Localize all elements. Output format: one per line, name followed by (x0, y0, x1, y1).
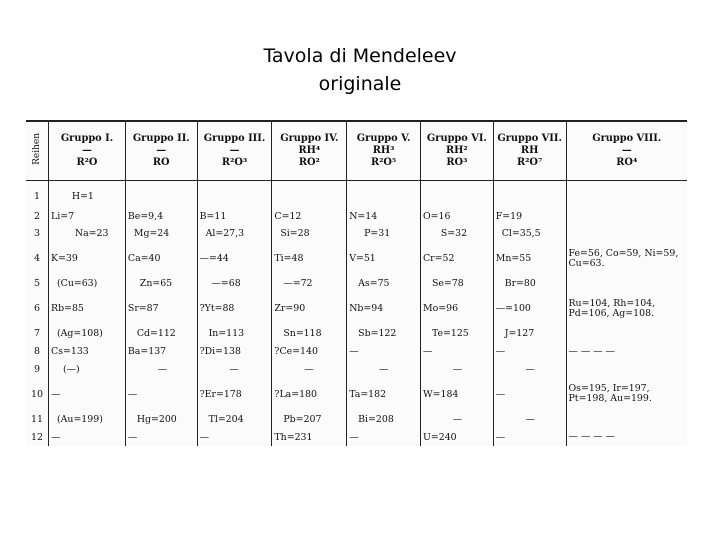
element-cell: As=75 (347, 275, 421, 293)
element-cell (125, 181, 197, 208)
element-cell: Si=28 (272, 225, 347, 243)
element-cell: Br=80 (493, 275, 566, 293)
group-oxide: RO (152, 157, 170, 168)
group-name: Gruppo VI. (426, 133, 487, 144)
group-header (347, 121, 421, 181)
element-cell: ?Di=138 (197, 343, 272, 361)
element-cell: Nb=94 (347, 293, 421, 325)
group-oxide: RO⁴ (616, 157, 638, 168)
element-cell: — (347, 428, 421, 446)
table-row (26, 428, 687, 446)
group-oxide: R²O⁷ (516, 157, 543, 168)
group-hyd: RH⁴ (298, 145, 321, 156)
element-cell: ?La=180 (272, 378, 347, 410)
element-cell: S=32 (421, 225, 494, 243)
table-row (26, 207, 687, 225)
element-cell: J=127 (493, 325, 566, 343)
element-cell: U=240 (421, 428, 494, 446)
row-number: 12 (30, 431, 44, 443)
group-hyd: RH (520, 145, 539, 156)
element-cell (566, 225, 687, 243)
element-cell: — — — — (566, 428, 687, 446)
element-cell: ?Ce=140 (272, 343, 347, 361)
row-number: 4 (33, 253, 41, 265)
element-cell (566, 325, 687, 343)
table-row (26, 275, 687, 293)
group-name: Gruppo V. (356, 133, 411, 144)
group-hyd: — (82, 145, 92, 156)
table-row (26, 378, 687, 410)
element-cell: Al=27,3 (197, 225, 272, 243)
row-number: 7 (33, 328, 41, 340)
element-cell: H=1 (49, 181, 126, 208)
element-cell: — (493, 410, 566, 428)
row-number: 2 (33, 210, 41, 222)
group-header (125, 121, 197, 181)
element-cell: —=44 (197, 243, 272, 275)
element-cell: — (49, 378, 126, 410)
element-cell: Be=9,4 (125, 207, 197, 225)
group-hyd: — (621, 145, 632, 156)
element-cell: — (421, 410, 494, 428)
element-cell: Mg=24 (125, 225, 197, 243)
group-name: Gruppo III. (203, 133, 266, 144)
element-cell: — (421, 360, 494, 378)
element-cell: Fe=56, Co=59, Ni=59, Cu=63. (566, 243, 687, 275)
row-header-label: Reihen (32, 133, 43, 165)
element-cell: — (125, 428, 197, 446)
element-cell: — (272, 360, 347, 378)
element-cell (566, 275, 687, 293)
element-cell: — (493, 428, 566, 446)
table-row (26, 325, 687, 343)
element-cell: ?Er=178 (197, 378, 272, 410)
element-cell: —=72 (272, 275, 347, 293)
element-cell: Mo=96 (421, 293, 494, 325)
element-cell: (—) (49, 360, 126, 378)
element-cell: Ta=182 (347, 378, 421, 410)
element-cell: — (347, 343, 421, 361)
group-hyd: — (156, 145, 167, 156)
group-oxide: RO³ (446, 157, 468, 168)
element-cell: Sr=87 (125, 293, 197, 325)
row-number: 6 (33, 303, 41, 315)
element-cell: Sb=122 (347, 325, 421, 343)
group-header (197, 121, 272, 181)
element-cell: — (125, 360, 197, 378)
element-cell: Na=23 (49, 225, 126, 243)
element-cell: — — — — (566, 343, 687, 361)
group-hyd: RH³ (372, 145, 395, 156)
group-header (566, 121, 687, 181)
group-name: Gruppo II. (132, 133, 190, 144)
group-header (272, 121, 347, 181)
group-oxide: R²O⁵ (370, 157, 397, 168)
element-cell: ?Yt=88 (197, 293, 272, 325)
element-cell (272, 181, 347, 208)
element-cell: Rb=85 (49, 293, 126, 325)
row-number: 5 (33, 278, 41, 290)
element-cell: Ca=40 (125, 243, 197, 275)
element-cell: Cs=133 (49, 343, 126, 361)
element-cell: Bi=208 (347, 410, 421, 428)
group-name: Gruppo VII. (497, 133, 562, 144)
element-cell (347, 181, 421, 208)
element-cell: Th=231 (272, 428, 347, 446)
group-header (49, 121, 126, 181)
mendeleev-table-image (26, 120, 687, 446)
row-number: 1 (33, 191, 41, 203)
element-cell: B=11 (197, 207, 272, 225)
element-cell: — (197, 428, 272, 446)
element-cell: N=14 (347, 207, 421, 225)
element-cell: K=39 (49, 243, 126, 275)
element-cell: Ba=137 (125, 343, 197, 361)
element-cell: Hg=200 (125, 410, 197, 428)
element-cell: Li=7 (49, 207, 126, 225)
element-cell: Tl=204 (197, 410, 272, 428)
table-row (26, 293, 687, 325)
element-cell: (Cu=63) (49, 275, 126, 293)
group-oxide: R²O (76, 157, 98, 168)
element-cell: — (421, 343, 494, 361)
element-cell: — (197, 360, 272, 378)
element-cell: Ru=104, Rh=104, Pd=106, Ag=108. (566, 293, 687, 325)
element-cell (566, 181, 687, 208)
element-cell: Zr=90 (272, 293, 347, 325)
element-cell: — (493, 378, 566, 410)
table-row (26, 343, 687, 361)
page-title: Tavola di Mendeleev (263, 45, 457, 67)
element-cell: Os=195, Ir=197, Pt=198, Au=199. (566, 378, 687, 410)
row-number: 11 (30, 413, 44, 425)
group-header (421, 121, 494, 181)
group-hyd: RH² (446, 145, 468, 156)
element-cell (566, 360, 687, 378)
element-cell (493, 181, 566, 208)
element-cell: C=12 (272, 207, 347, 225)
table-row (26, 410, 687, 428)
periodic-table (26, 120, 687, 446)
element-cell: W=184 (421, 378, 494, 410)
table-row (26, 181, 687, 208)
element-cell (566, 410, 687, 428)
row-header (26, 121, 49, 181)
element-cell (566, 207, 687, 225)
element-cell: Te=125 (421, 325, 494, 343)
group-name: Gruppo VIII. (592, 133, 662, 144)
element-cell: — (493, 343, 566, 361)
element-cell: (Au=199) (49, 410, 126, 428)
table-row (26, 360, 687, 378)
element-cell: Cl=35,5 (493, 225, 566, 243)
table-row (26, 243, 687, 275)
row-number: 3 (33, 228, 41, 240)
element-cell: — (347, 360, 421, 378)
group-oxide: R²O³ (221, 157, 248, 168)
element-cell: V=51 (347, 243, 421, 275)
element-cell: — (125, 378, 197, 410)
row-number: 8 (33, 346, 41, 358)
element-cell: Ti=48 (272, 243, 347, 275)
row-number: 9 (33, 363, 41, 375)
group-hyd: — (229, 145, 240, 156)
group-name: Gruppo I. (60, 133, 114, 144)
element-cell: F=19 (493, 207, 566, 225)
header-row (26, 121, 687, 181)
element-cell: — (49, 428, 126, 446)
element-cell (197, 181, 272, 208)
element-cell: —=68 (197, 275, 272, 293)
group-name: Gruppo IV. (280, 133, 339, 144)
group-oxide: RO² (298, 157, 320, 168)
page-subtitle: originale (318, 73, 402, 95)
element-cell: Pb=207 (272, 410, 347, 428)
row-number: 10 (30, 388, 44, 400)
element-cell: In=113 (197, 325, 272, 343)
element-cell: Mn=55 (493, 243, 566, 275)
element-cell: P=31 (347, 225, 421, 243)
element-cell: Sn=118 (272, 325, 347, 343)
table-row (26, 225, 687, 243)
element-cell: —=100 (493, 293, 566, 325)
element-cell: Cd=112 (125, 325, 197, 343)
element-cell: (Ag=108) (49, 325, 126, 343)
element-cell: Cr=52 (421, 243, 494, 275)
element-cell: Se=78 (421, 275, 494, 293)
element-cell: O=16 (421, 207, 494, 225)
group-header (493, 121, 566, 181)
element-cell: — (493, 360, 566, 378)
element-cell: Zn=65 (125, 275, 197, 293)
element-cell (421, 181, 494, 208)
